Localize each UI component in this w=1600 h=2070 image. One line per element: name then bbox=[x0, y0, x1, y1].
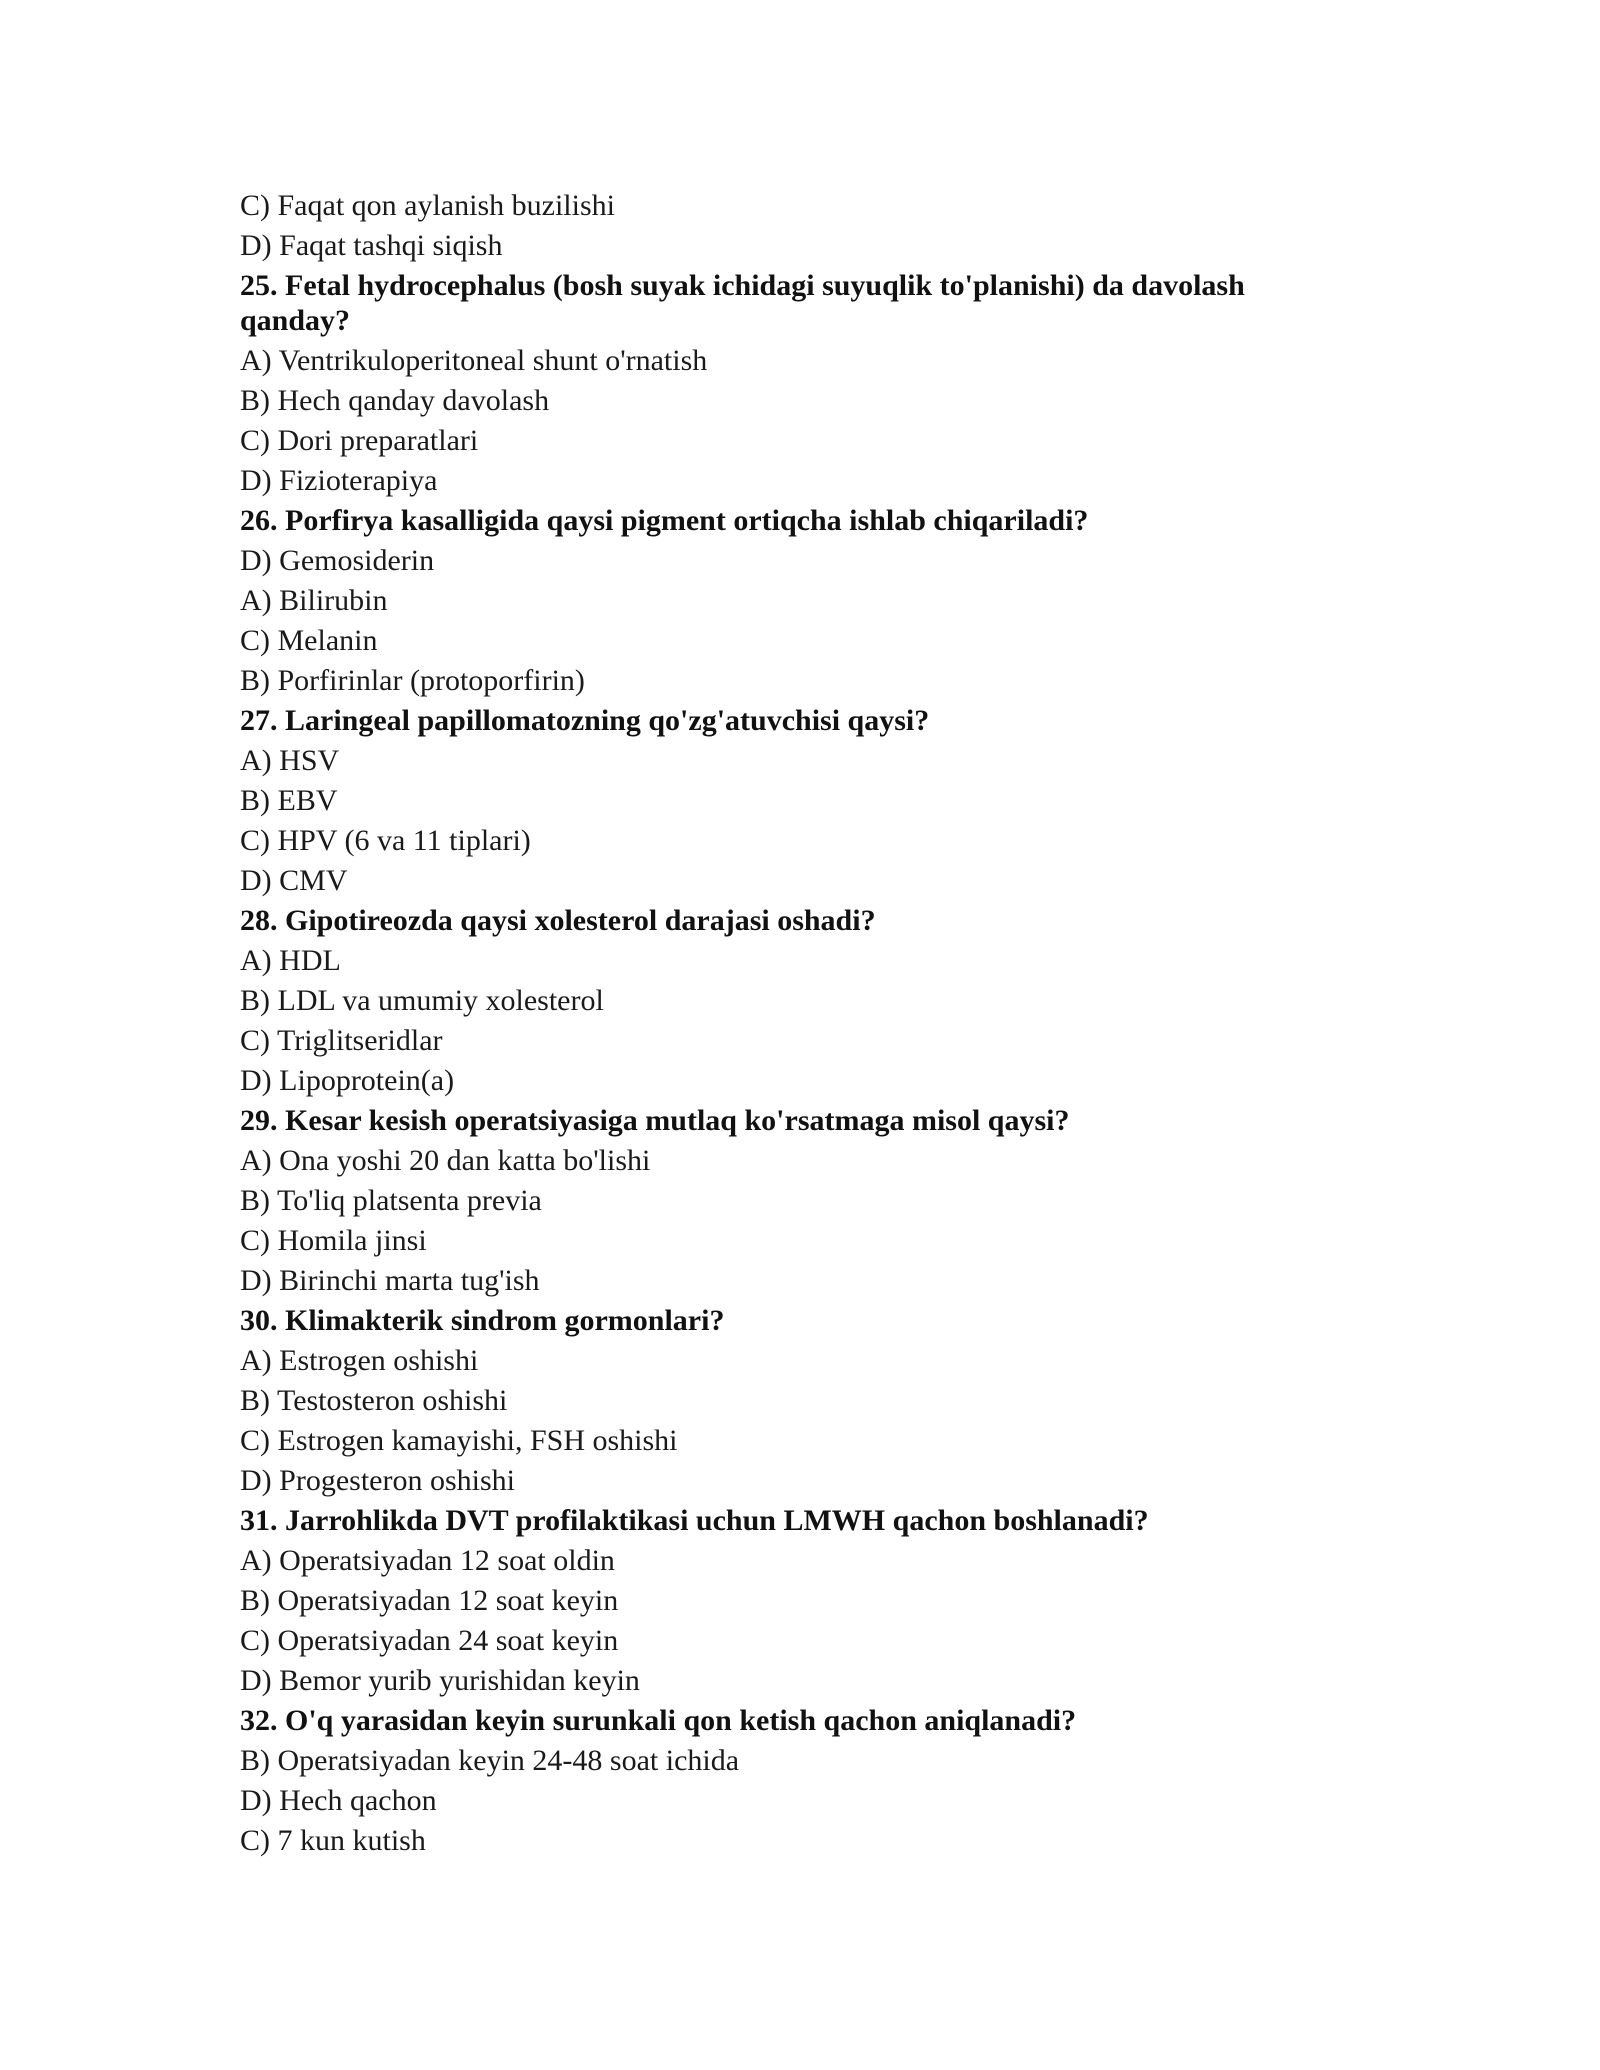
option-text: C) Homila jinsi bbox=[240, 1224, 427, 1257]
option-text: B) EBV bbox=[240, 784, 338, 817]
option-text: C) Operatsiyadan 24 soat keyin bbox=[240, 1624, 619, 1657]
question-text: 28. Gipotireozda qaysi xolesterol darajasi oshadi? bbox=[240, 904, 876, 937]
option-text: D) Birinchi marta tug'ish bbox=[240, 1264, 540, 1297]
question-text: 27. Laringeal papillomatozning qo'zg'atuvchisi qaysi? bbox=[240, 704, 930, 737]
option-text: C) Faqat qon aylanish buzilishi bbox=[240, 189, 615, 222]
option-text: D) Faqat tashqi siqish bbox=[240, 229, 503, 262]
option-text: B) Hech qanday davolash bbox=[240, 384, 550, 417]
option-text: D) Bemor yurib yurishidan keyin bbox=[240, 1664, 640, 1697]
option-text: B) Porfirinlar (protoporfirin) bbox=[240, 664, 585, 697]
option-text: D) Fizioterapiya bbox=[240, 464, 438, 497]
option-text: C) 7 kun kutish bbox=[240, 1824, 426, 1857]
option-text: A) Ventrikuloperitoneal shunt o'rnatish bbox=[240, 344, 708, 377]
option-text: A) Ona yoshi 20 dan katta bo'lishi bbox=[240, 1144, 651, 1177]
option-text: A) HSV bbox=[240, 744, 340, 777]
option-text: D) CMV bbox=[240, 864, 348, 897]
question-text: 26. Porfirya kasalligida qaysi pigment ortiqcha ishlab chiqariladi? bbox=[240, 504, 1089, 537]
option-text: D) Gemosiderin bbox=[240, 544, 435, 577]
option-text: B) Operatsiyadan keyin 24-48 soat ichida bbox=[240, 1744, 740, 1777]
question-text: 32. O'q yarasidan keyin surunkali qon ketish qachon aniqlanadi? bbox=[240, 1704, 1077, 1737]
question-text: 30. Klimakterik sindrom gormonlari? bbox=[240, 1304, 725, 1337]
option-text: C) Triglitseridlar bbox=[240, 1024, 443, 1057]
option-text: C) Melanin bbox=[240, 624, 378, 657]
question-text: 29. Kesar kesish operatsiyasiga mutlaq ko'rsatmaga misol qaysi? bbox=[240, 1104, 1070, 1137]
option-text: A) Estrogen oshishi bbox=[240, 1344, 479, 1377]
option-text: D) Progesteron oshishi bbox=[240, 1464, 515, 1497]
option-text: C) HPV (6 va 11 tiplari) bbox=[240, 824, 531, 857]
question-text: 31. Jarrohlikda DVT profilaktikasi uchun LMWH qachon boshlanadi? bbox=[240, 1504, 1149, 1537]
option-text: B) LDL va umumiy xolesterol bbox=[240, 984, 604, 1017]
option-text: A) Bilirubin bbox=[240, 584, 388, 617]
option-text: C) Estrogen kamayishi, FSH oshishi bbox=[240, 1424, 678, 1457]
question-text: 25. Fetal hydrocephalus (bosh suyak ichidagi suyuqlik to'planishi) da davolash qanday? bbox=[240, 269, 1245, 337]
option-text: A) HDL bbox=[240, 944, 341, 977]
quiz-content bbox=[240, 186, 1340, 1861]
option-text: D) Hech qachon bbox=[240, 1784, 437, 1817]
option-text: D) Lipoprotein(a) bbox=[240, 1064, 455, 1097]
option-text: B) To'liq platsenta previa bbox=[240, 1184, 542, 1217]
option-text: C) Dori preparatlari bbox=[240, 424, 479, 457]
option-text: A) Operatsiyadan 12 soat oldin bbox=[240, 1544, 615, 1577]
option-text: B) Operatsiyadan 12 soat keyin bbox=[240, 1584, 619, 1617]
option-text: B) Testosteron oshishi bbox=[240, 1384, 508, 1417]
